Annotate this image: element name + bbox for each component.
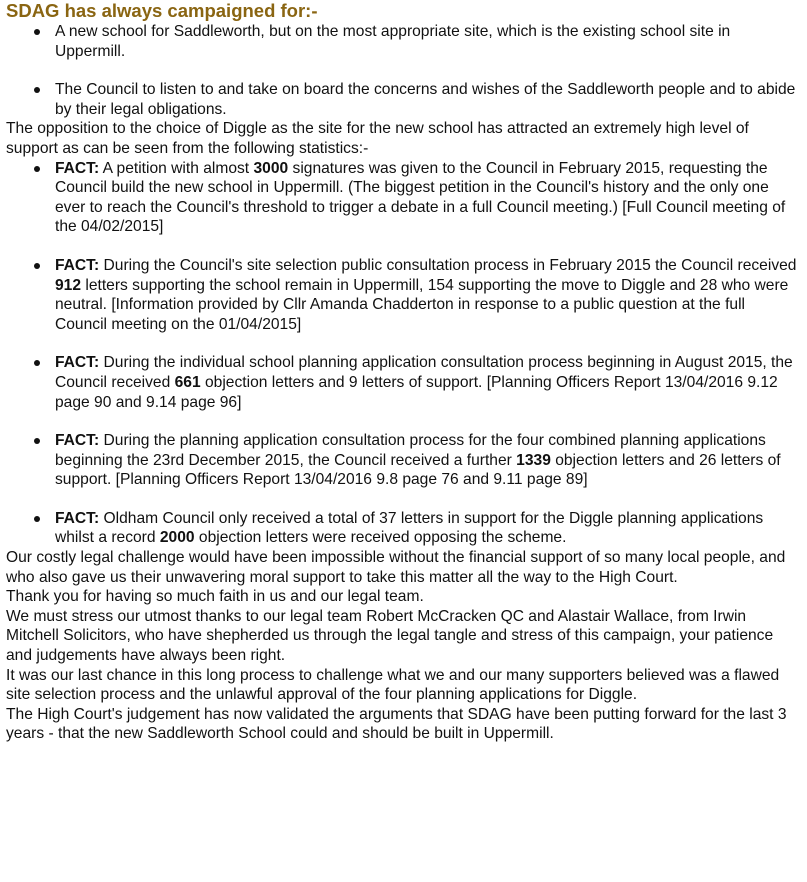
fact-text: During the planning application consultation process for the four combined planning applications beginning the 23rd December 2015, the Council received a further: [55, 432, 766, 469]
fact-text: During the Council's site selection public consultation process in February 2015 the Council received: [99, 256, 797, 274]
closing-paragraph: We must stress our utmost thanks to our legal team Robert McCracken QC and Alastair Wallace, from Irwin Mitchell Solicitors, who have shepherded us through the legal tangle and stress of this campaign, your patience and judgements have always been right.: [6, 607, 774, 665]
fact-item: [6, 256, 801, 334]
bullet-icon: [34, 438, 40, 444]
fact-text: objection letters and 26 letters of support. [Planning Officers Report 13/04/2016 9.8 page 76 and 9.11 page 89]: [55, 451, 781, 489]
fact-text: A petition with almost: [99, 159, 254, 177]
fact-text: During the individual school planning application consultation process beginning in August 2015, the Council received: [55, 354, 793, 391]
fact-label: FACT:: [55, 256, 100, 274]
fact-label: FACT:: [55, 354, 100, 372]
bullet-icon: [34, 263, 40, 269]
fact-label: FACT:: [55, 159, 100, 177]
intro-paragraph: The opposition to the choice of Diggle as the site for the new school has attracted an extremely high level of support as can be seen from the following statistics:-: [6, 120, 749, 157]
bullet-icon: [34, 360, 40, 366]
bullet-icon: [34, 29, 40, 35]
list-item: [6, 80, 801, 119]
fact-figure: 661: [174, 373, 201, 391]
closing-paragraph: The High Court's judgement has now validated the arguments that SDAG have been putting forward for the last 3 years - that the new Saddleworth School could and should be built in Uppermill.: [6, 705, 787, 743]
bullet-icon: [34, 516, 40, 522]
fact-figure: 1339: [516, 451, 551, 469]
closing-paragraph: Our costly legal challenge would have been impossible without the financial support of so many local people, and who also gave us their unwavering moral support to take this matter all the way to the High Court.: [6, 549, 786, 586]
fact-figure: 3000: [253, 159, 289, 177]
closing-paragraph: Thank you for having so much faith in us and our legal team.: [6, 588, 424, 606]
bullet-icon: [34, 87, 40, 93]
fact-text: objection letters and 9 letters of support. [Planning Officers Report 13/04/2016 9.12 page 90 and 9.14 page 96]: [55, 373, 778, 411]
closing-paragraph: It was our last chance in this long process to challenge what we and our many supporters believed was a flawed site selection process and the unlawful approval of the four planning applications for Diggle.: [6, 666, 780, 704]
campaign-list: [6, 22, 801, 119]
fact-label: FACT:: [55, 509, 100, 527]
fact-text: Oldham Council only received a total of 37 letters in support for the Diggle planning applications whilst a record: [55, 509, 764, 547]
fact-text: signatures was given to the Council in February 2015, requesting the Council build the new school in Uppermill. (The biggest petition in the Council's history and the only one ever to reach the Council's threshold to trigger a debate in a full Council meeting.) [Full Council meeting of the 04/02/2015]: [55, 159, 786, 236]
fact-item: [6, 431, 801, 490]
fact-text: objection letters were received opposing the scheme.: [194, 529, 567, 547]
fact-text: letters supporting the school remain in Uppermill, 154 supporting the move to Diggle and 28 who were neutral. [Information provided by Cllr Amanda Chadderton in response to a public question at the full Council meeting on the 01/04/2015]: [55, 276, 789, 333]
fact-figure: 2000: [159, 529, 195, 547]
fact-item: [6, 159, 801, 237]
bullet-icon: [34, 166, 40, 172]
list-item-text: A new school for Saddleworth, but on the most appropriate site, which is the existing school site in Uppermill.: [55, 23, 731, 60]
fact-list: [6, 159, 801, 549]
list-item: [6, 22, 801, 61]
fact-label: FACT:: [55, 432, 100, 450]
list-item-text: The Council to listen to and take on board the concerns and wishes of the Saddleworth people and to abide by their legal obligations.: [55, 81, 796, 118]
page-title: SDAG has always campaigned for:-: [6, 0, 318, 21]
fact-item: [6, 509, 801, 548]
fact-item: [6, 353, 801, 412]
fact-figure: 912: [55, 276, 82, 294]
